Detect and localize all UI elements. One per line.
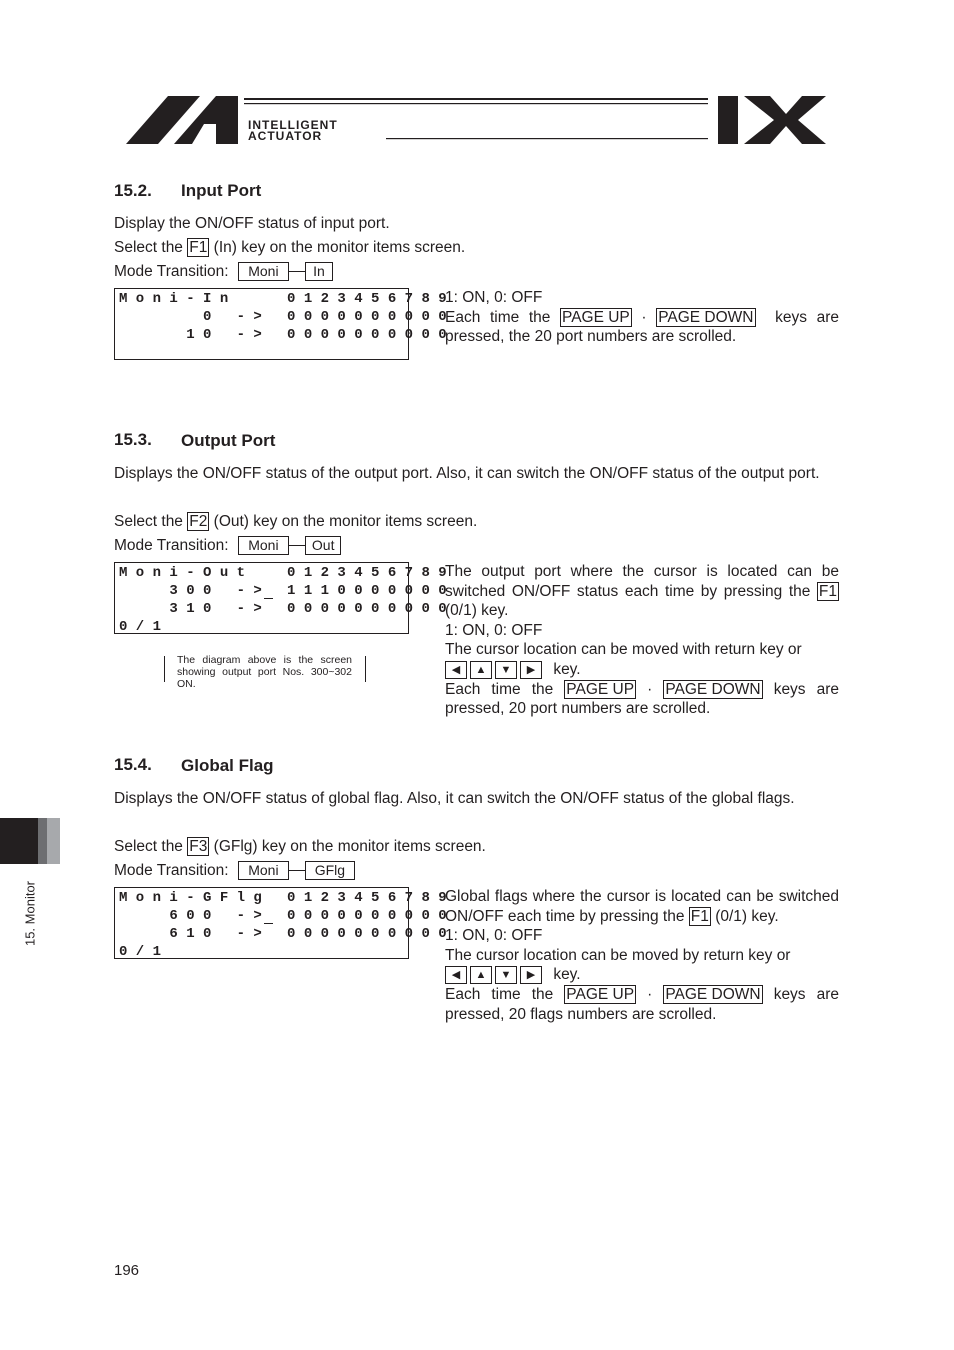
lcd-row: M o n i - O u t 0 1 2 3 4 5 6 7 8 9 xyxy=(119,565,447,581)
desc-onoff: 1: ON, 0: OFF xyxy=(445,289,543,306)
sidebar-label: 15. Monitor xyxy=(22,880,38,947)
select-post: (In) key on the monitor items screen. xyxy=(213,239,466,256)
desc-cursor-end: key. xyxy=(553,660,581,678)
chapter-tab xyxy=(0,818,60,864)
mode-from: Moni xyxy=(238,536,289,555)
left-arrow-icon: ◀ xyxy=(445,966,467,984)
section-title: Output Port xyxy=(181,431,276,450)
connector xyxy=(289,271,305,272)
page-down-key: PAGE DOWN xyxy=(665,985,761,1003)
f2-key: F2 xyxy=(189,513,208,530)
select-pre: Select the xyxy=(114,239,183,256)
desc-pre: Each time the xyxy=(445,680,554,698)
right-arrow-icon: ▶ xyxy=(520,661,542,679)
desc-onoff: 1: ON, 0: OFF xyxy=(445,621,543,639)
lcd-row: 3 0 0 - > 1 1 1 0 0 0 0 0 0 0 xyxy=(119,583,447,599)
f1-key: F1 xyxy=(818,582,838,600)
dot: · xyxy=(647,985,653,1003)
desc-a: Global flags where the cursor is located can be switched ON/OFF each time by pressing the xyxy=(445,888,839,925)
body-text: Display the ON/OFF status of input port. xyxy=(114,215,390,232)
mode-to: In xyxy=(305,262,333,281)
desc-b: (0/1) key. xyxy=(715,907,779,925)
body-text: Displays the ON/OFF status of the output port. Also, it can switch the ON/OFF status of the output port. xyxy=(114,465,820,482)
left-arrow-icon: ◀ xyxy=(445,661,467,679)
connector xyxy=(289,870,305,871)
f1-key: F1 xyxy=(690,907,709,925)
lcd-screen xyxy=(114,562,447,635)
page-up-key: PAGE UP xyxy=(566,680,635,698)
lcd-row: 0 / 1 xyxy=(119,619,162,635)
section-number: 15.2. xyxy=(114,181,152,200)
page-down-key: PAGE DOWN xyxy=(658,308,754,326)
page-up-key: PAGE UP xyxy=(562,308,630,326)
section-title: Global Flag xyxy=(181,756,274,775)
desc-a: The output port where the cursor is located can be switched ON/OFF status each time by pressing the xyxy=(445,563,839,600)
down-arrow-icon: ▼ xyxy=(495,661,517,679)
select-line xyxy=(114,510,477,534)
desc-cursor: The cursor location can be moved with return key or xyxy=(445,641,802,659)
logo-text-2: ACTUATOR xyxy=(248,129,323,143)
desc-b: (0/1) key. xyxy=(445,602,509,620)
desc-onoff: 1: ON, 0: OFF xyxy=(445,927,543,945)
lcd-row: 0 / 1 xyxy=(119,944,162,960)
desc-pre: Each time the xyxy=(445,985,554,1003)
mode-to: Out xyxy=(305,536,341,555)
ia-logo-icon xyxy=(126,94,826,146)
lcd-row: 1 0 - > 0 0 0 0 0 0 0 0 0 0 xyxy=(119,327,447,343)
mode-transition xyxy=(114,534,341,558)
mode-from: Moni xyxy=(238,262,289,281)
down-arrow-icon: ▼ xyxy=(495,966,517,984)
select-line xyxy=(114,835,486,859)
lcd-screen xyxy=(114,887,447,960)
mode-to: GFlg xyxy=(305,861,355,880)
page-down-key: PAGE DOWN xyxy=(665,680,761,698)
lcd-screen xyxy=(114,288,447,360)
connector xyxy=(289,545,305,546)
select-pre: Select the xyxy=(114,513,183,530)
desc-post: keys are pressed, 20 flags numbers are scrolled. xyxy=(445,985,839,1023)
note-text: The diagram above is the screen showing output port Nos. 300~302 ON. xyxy=(177,654,352,690)
desc-page xyxy=(445,985,839,1024)
section-number: 15.4. xyxy=(114,755,152,774)
up-arrow-icon: ▲ xyxy=(470,661,492,679)
dot: · xyxy=(647,680,653,698)
description xyxy=(445,288,839,347)
lcd-row: 0 - > 0 0 0 0 0 0 0 0 0 0 xyxy=(119,309,447,325)
mode-label: Mode Transition: xyxy=(114,263,229,280)
desc-cursor: The cursor location can be moved by return key or xyxy=(445,946,791,964)
logo-text-1: INTELLIGENT xyxy=(248,118,338,132)
lcd-row: M o n i - G F l g 0 1 2 3 4 5 6 7 8 9 xyxy=(119,890,447,906)
desc-post: keys are pressed, the 20 port numbers are scrolled. xyxy=(445,308,840,346)
up-arrow-icon: ▲ xyxy=(470,966,492,984)
select-line xyxy=(114,236,465,260)
mode-transition xyxy=(114,859,355,883)
desc-cursor-end: key. xyxy=(553,966,581,984)
lcd-row: 3 1 0 - > 0 0 0 0 0 0 0 0 0 0 xyxy=(119,601,447,617)
select-pre: Select the xyxy=(114,838,183,855)
lcd-row: 6 1 0 - > 0 0 0 0 0 0 0 0 0 0 xyxy=(119,926,447,942)
page-number: 196 xyxy=(114,1262,140,1279)
right-arrow-icon: ▶ xyxy=(520,966,542,984)
arrow-keys xyxy=(445,660,839,680)
mode-transition xyxy=(114,260,333,284)
header-logo xyxy=(126,94,826,146)
section-title: Input Port xyxy=(181,181,262,200)
cursor-underline xyxy=(264,923,273,924)
body-text: Displays the ON/OFF status of global flag. Also, it can switch the ON/OFF status of the global flags. xyxy=(114,790,795,807)
mode-label: Mode Transition: xyxy=(114,862,229,879)
desc-pre: Each time the xyxy=(445,308,551,326)
lcd-row: 6 0 0 - > 0 0 0 0 0 0 0 0 0 0 xyxy=(119,908,447,924)
description xyxy=(445,562,839,719)
desc-page xyxy=(445,680,839,719)
desc-post: keys are pressed, 20 port numbers are scrolled. xyxy=(445,680,839,718)
page-up-key: PAGE UP xyxy=(566,985,635,1003)
select-post: (GFlg) key on the monitor items screen. xyxy=(213,838,486,855)
cursor-underline xyxy=(264,598,273,599)
mode-label: Mode Transition: xyxy=(114,537,229,554)
arrow-keys xyxy=(445,965,839,985)
f1-key: F1 xyxy=(189,239,208,256)
section-number: 15.3. xyxy=(114,430,152,449)
dot: · xyxy=(641,308,647,326)
lcd-row: M o n i - I n 0 1 2 3 4 5 6 7 8 9 xyxy=(119,291,447,307)
select-post: (Out) key on the monitor items screen. xyxy=(213,513,478,530)
description xyxy=(445,887,839,1024)
mode-from: Moni xyxy=(238,861,289,880)
f3-key: F3 xyxy=(189,838,208,855)
desc-page xyxy=(445,308,839,347)
